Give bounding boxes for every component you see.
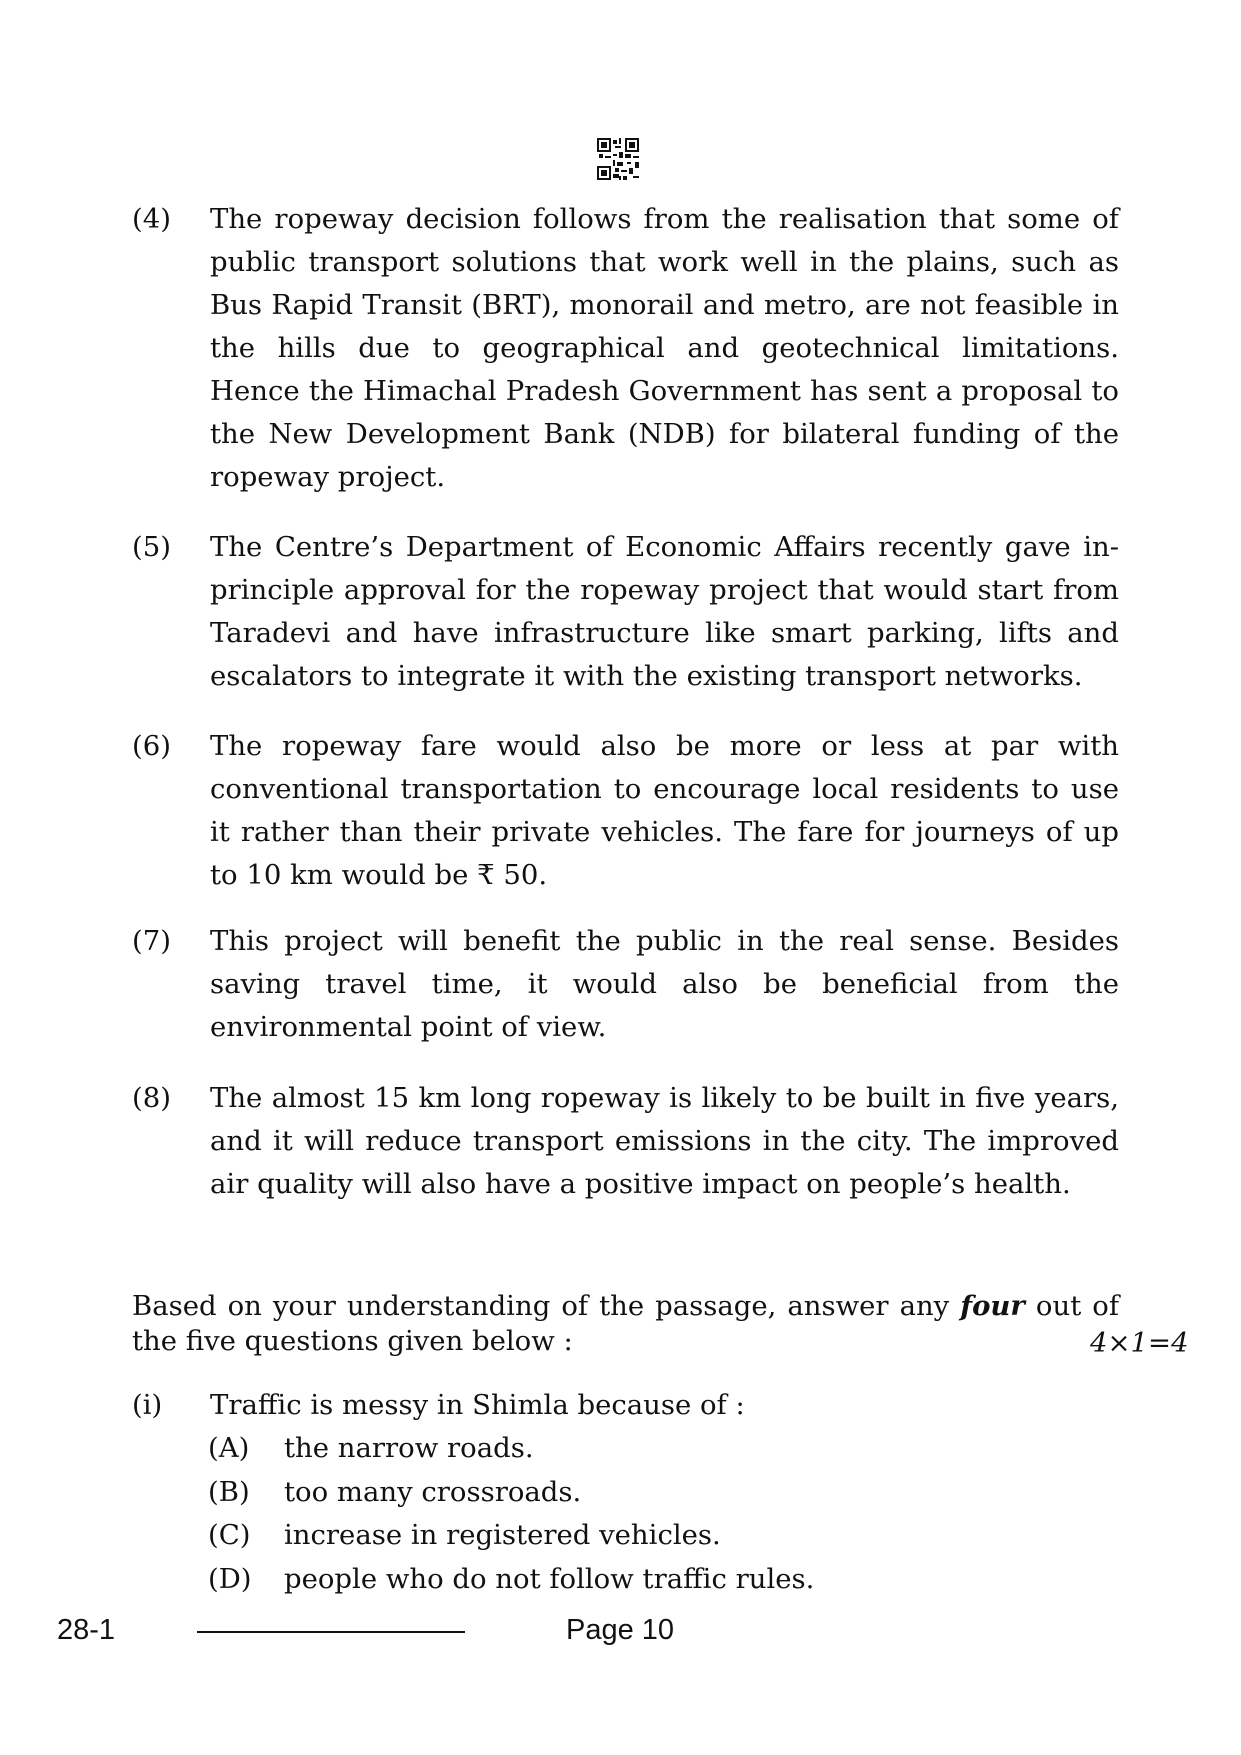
paragraph-text: The ropeway decision follows from the realisation that some of public transport solutions that work well in the plains, such as Bus Rapid Transit (BRT), monorail and metro, are not feasible in the hills due to geographical and geotechnical limitations. Hence the Himachal Pradesh Government has sent a proposal to the New Development Bank (NDB) for bilateral funding of the ropeway project. [210,203,1119,493]
marks-allocation: 4×1=4 [1090,1327,1189,1359]
instructions-emphasis: four [960,1290,1025,1322]
paragraph-text: The Centre’s Department of Economic Affairs recently gave in-principle approval for the ropeway project that would start from Taradevi and have infrastructure like smart parking, lifts and escalators to integrate it with the existing transport networks. [210,531,1119,692]
question-number: (i) [132,1389,163,1421]
paragraph-number: (7) [132,925,171,957]
paragraph-number: (8) [132,1082,171,1114]
paragraph-text: The ropeway fare would also be more or less at par with conventional transportation to encourage local residents to use it rather than their private vehicles. The fare for journeys of up to 10 km would be ₹ 50. [210,730,1119,891]
qr-code-icon [597,138,639,180]
passage-paragraph-5 [132,526,1119,698]
paragraph-number: (4) [132,203,171,235]
question-i [132,1384,1119,1427]
option-text: people who do not follow traffic rules. [284,1563,815,1595]
passage-paragraph-8 [132,1077,1119,1206]
passage-paragraph-7 [132,920,1119,1049]
paper-code: 28-1 [57,1614,116,1646]
option-text: the narrow roads. [284,1432,534,1464]
option-letter: (C) [208,1519,251,1551]
paragraph-text: This project will benefit the public in the real sense. Besides saving travel time, it would also be beneficial from the environmental point of view. [210,925,1119,1043]
option-text: increase in registered vehicles. [284,1519,721,1551]
instructions-after: out of the five questions given below : [132,1290,1119,1357]
footer-divider [197,1631,465,1633]
passage-paragraph-4 [132,198,1119,499]
option-letter: (D) [208,1563,252,1595]
option-text: too many crossroads. [284,1476,582,1508]
instructions-before: Based on your understanding of the passage, answer any [132,1290,961,1322]
paragraph-number: (5) [132,531,171,563]
option-letter: (B) [208,1476,250,1508]
question-instructions [132,1289,1119,1359]
question-stem: Traffic is messy in Shimla because of : [210,1389,745,1421]
paragraph-text: The almost 15 km long ropeway is likely to be built in five years, and it will reduce transport emissions in the city. The improved air quality will also have a positive impact on people’s health. [210,1082,1119,1200]
page-number: Page 10 [566,1614,675,1646]
option-letter: (A) [208,1432,250,1464]
passage-paragraph-6 [132,725,1119,897]
paragraph-number: (6) [132,730,171,762]
